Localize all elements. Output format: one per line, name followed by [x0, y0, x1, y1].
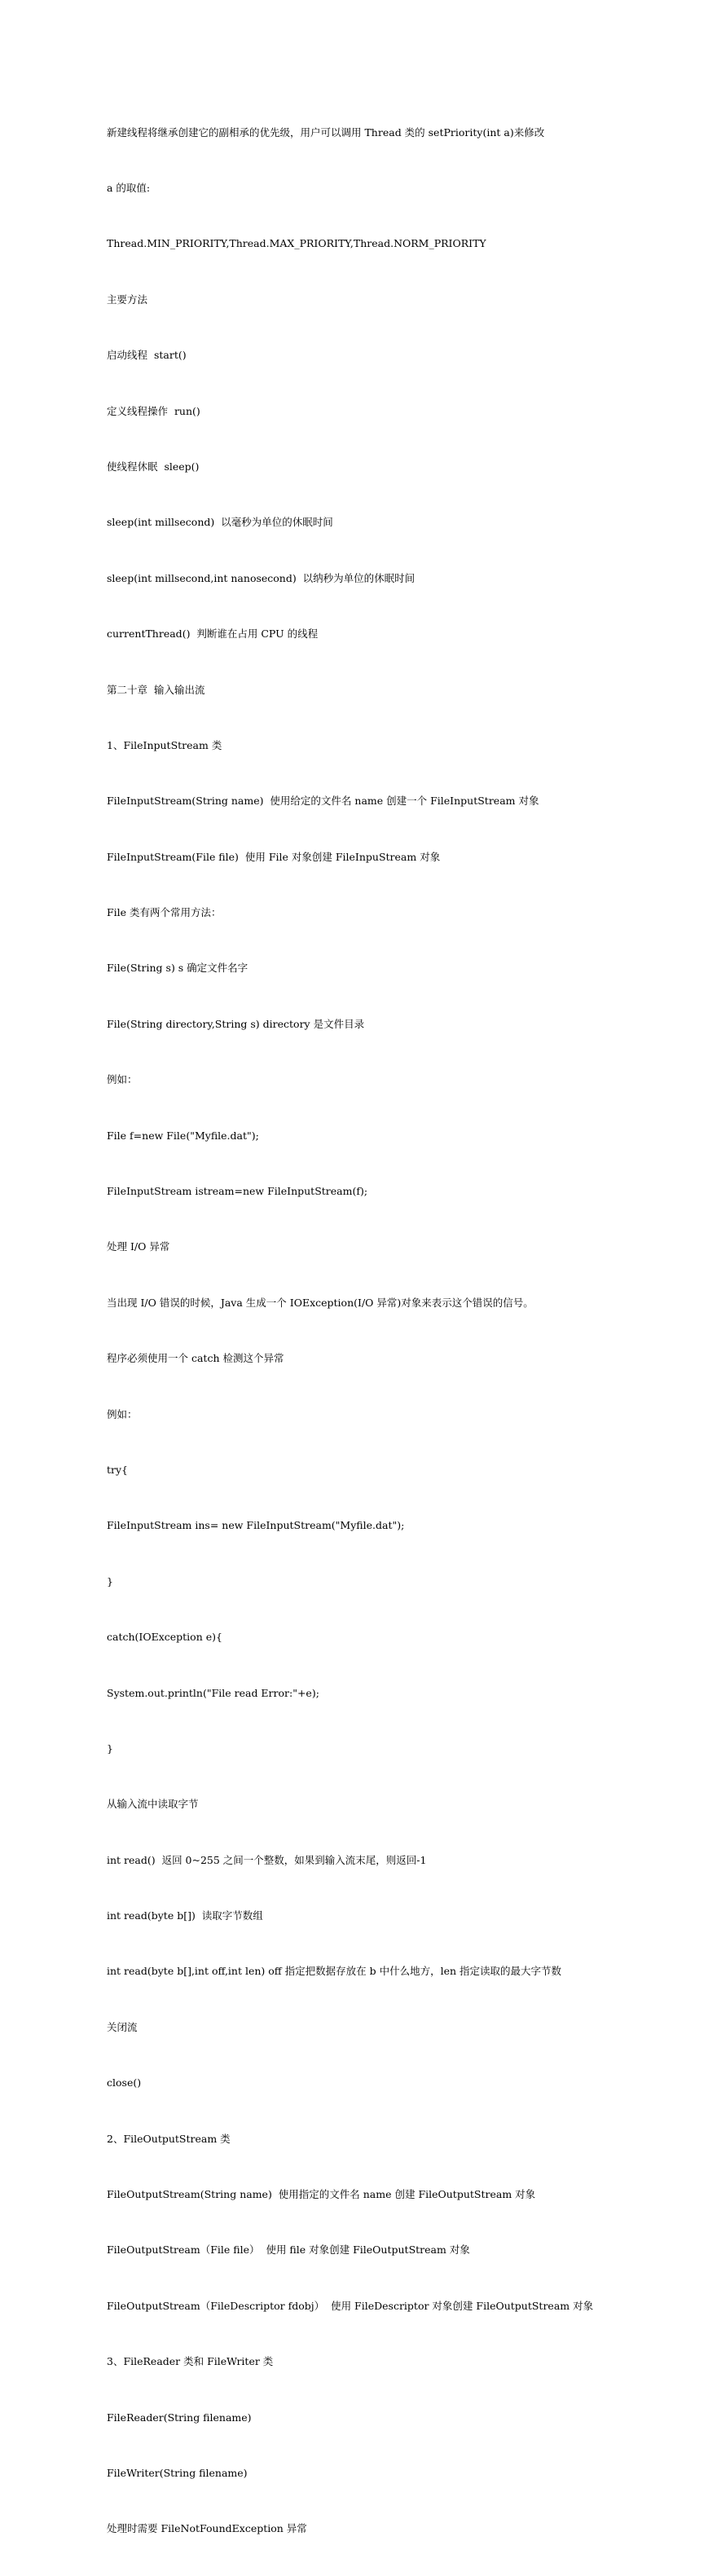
text-line: 启动线程 start() — [107, 349, 187, 362]
text-line: int read(byte b[],int off,int len) off 指定把数据存放在 b 中什么地方，len 指定读取的最大字节数 — [107, 1965, 562, 1978]
section-heading: 第二十章 输入输出流 — [107, 683, 205, 696]
text-line: 例如： — [107, 1073, 138, 1086]
code-line: File f=new File("Myfile.dat"); — [107, 1129, 259, 1142]
text-line: 处理时需要 FileNotFoundException 异常 — [107, 2522, 307, 2535]
text-line: sleep(int millsecond) 以毫秒为单位的休眠时间 — [107, 516, 333, 529]
code-line: FileInputStream ins= new FileInputStream("Myfile.dat"); — [107, 1519, 405, 1532]
text-line: 例如： — [107, 1407, 138, 1420]
document-body — [107, 86, 594, 2576]
text-line: FileInputStream(File file) 使用 File 对象创建 FileInpuStream 对象 — [107, 850, 441, 863]
code-line: FileReader(String filename) — [107, 2411, 252, 2424]
text-line: File(String s) s 确定文件名字 — [107, 962, 248, 975]
text-line: FileInputStream(String name) 使用给定的文件名 name 创建一个 FileInputStream 对象 — [107, 795, 539, 808]
code-line: FileInputStream istream=new FileInputStream(f); — [107, 1185, 368, 1198]
subsection-heading: 3、FileReader 类和 FileWriter 类 — [107, 2355, 274, 2368]
text-line: 定义线程操作 run() — [107, 404, 200, 417]
code-line: catch(IOException e){ — [107, 1631, 222, 1644]
text-line: 处理 I/O 异常 — [107, 1240, 170, 1253]
text-line: FileOutputStream(String name) 使用指定的文件名 name 创建 FileOutputStream 对象 — [107, 2188, 536, 2201]
code-line: try{ — [107, 1463, 129, 1476]
text-line: sleep(int millsecond,int nanosecond) 以纳秒为单位的休眠时间 — [107, 571, 416, 584]
text-line: File(String directory,String s) directory 是文件目录 — [107, 1017, 365, 1030]
text-line: currentThread() 判断谁在占用 CPU 的线程 — [107, 627, 319, 641]
code-line: } — [107, 1742, 113, 1755]
text-line: FileOutputStream（File file） 使用 file 对象创建 FileOutputStream 对象 — [107, 2244, 470, 2257]
code-line: close() — [107, 2076, 142, 2089]
text-line: 关闭流 — [107, 2020, 138, 2033]
text-line: 新建线程将继承创建它的副相承的优先级，用户可以调用 Thread 类的 setPriority(int a)来修改 — [107, 125, 545, 139]
text-line: Thread.MIN_PRIORITY,Thread.MAX_PRIORITY,Thread.NORM_PRIORITY — [107, 237, 486, 250]
text-line: 使线程休眠 sleep() — [107, 460, 200, 473]
text-line: int read(byte b[]) 读取字节数组 — [107, 1909, 263, 1922]
text-line: File 类有两个常用方法： — [107, 906, 222, 919]
code-line: } — [107, 1574, 113, 1587]
text-line: 程序必须使用一个 catch 检测这个异常 — [107, 1352, 284, 1365]
text-line: int read() 返回 0~255 之间一个整数，如果到输入流末尾，则返回-1 — [107, 1853, 427, 1866]
text-line: FileOutputStream（FileDescriptor fdobj） 使用 FileDescriptor 对象创建 FileOutputStream 对象 — [107, 2299, 594, 2312]
text-line: 主要方法 — [107, 293, 148, 306]
code-line: System.out.println("File read Error:"+e); — [107, 1686, 319, 1699]
text-line: a 的取值: — [107, 181, 151, 194]
subsection-heading: 2、FileOutputStream 类 — [107, 2132, 231, 2145]
text-line: 从输入流中读取字节 — [107, 1798, 199, 1811]
text-line: 当出现 I/O 错误的时候，Java 生成一个 IOException(I/O 异常)对象来表示这个错误的信号。 — [107, 1296, 534, 1309]
subsection-heading: 1、FileInputStream 类 — [107, 738, 222, 751]
code-line: FileWriter(String filename) — [107, 2467, 248, 2479]
